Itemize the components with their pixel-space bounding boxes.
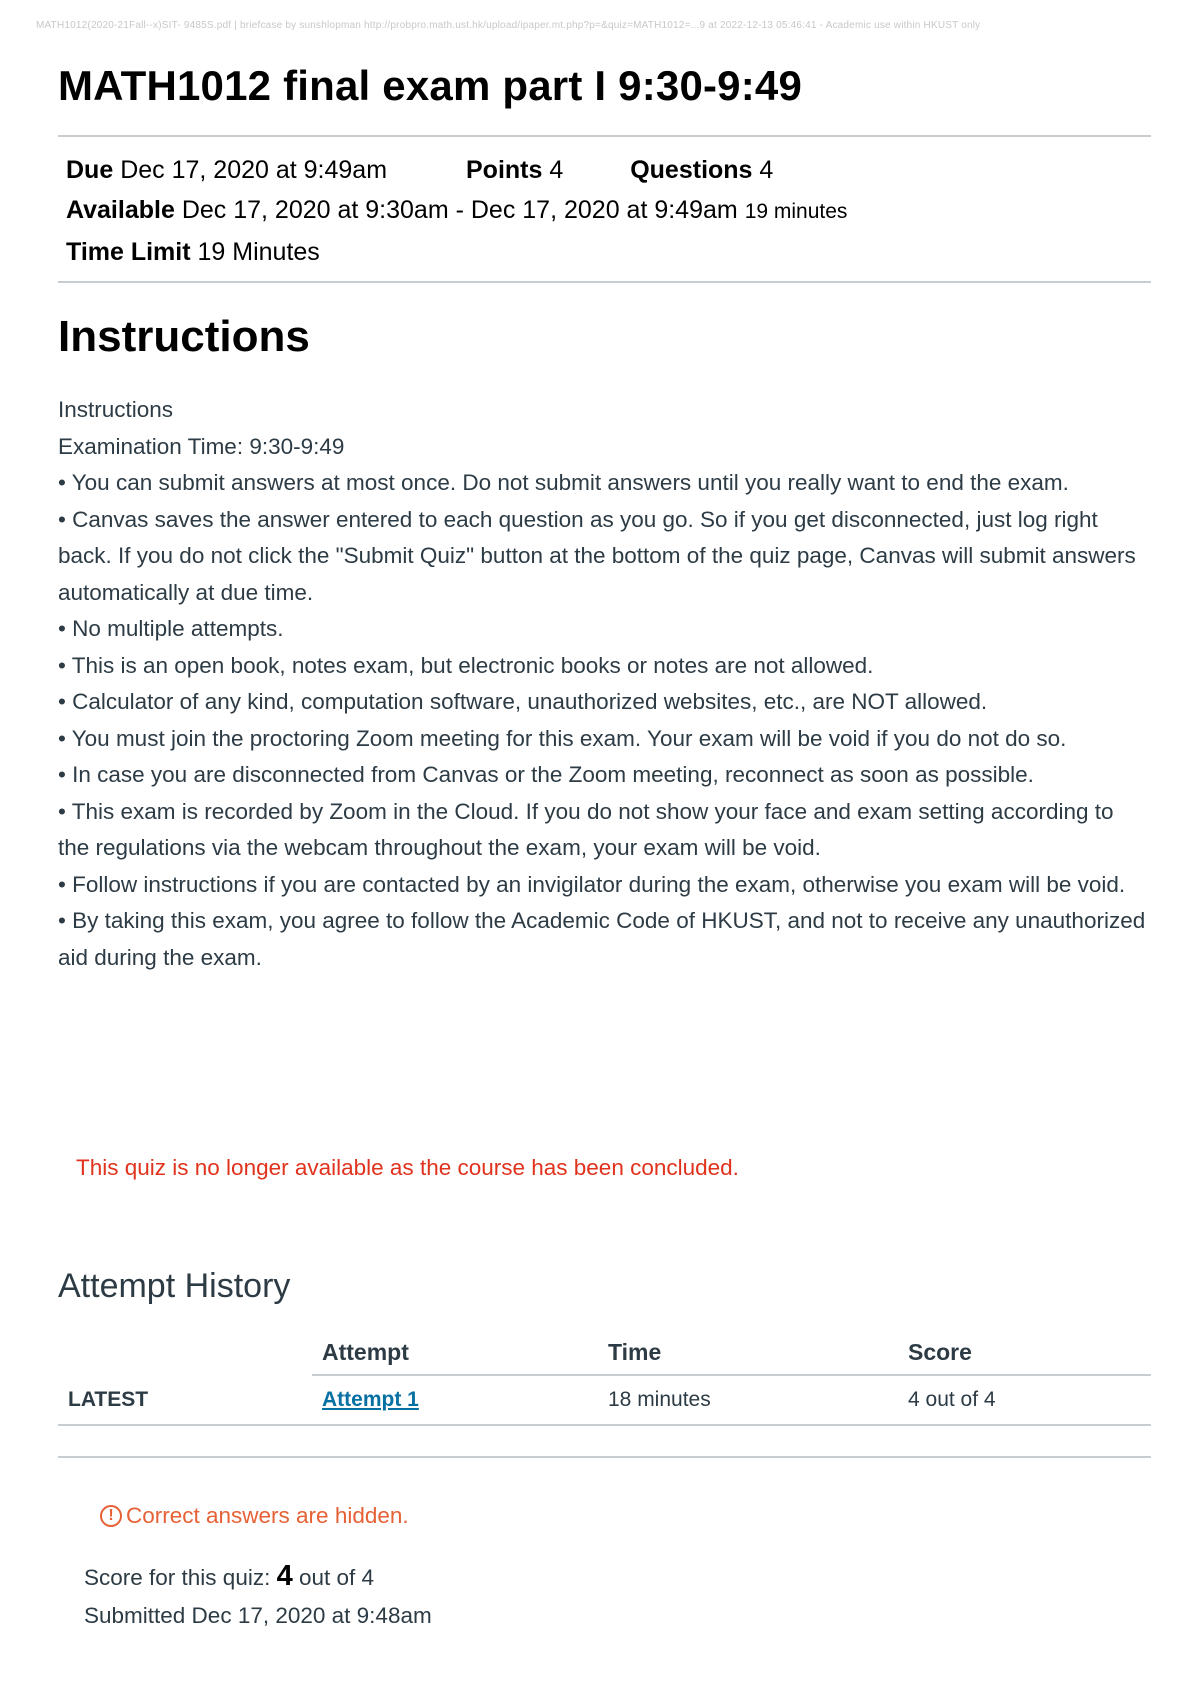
watermark-text: MATH1012(2020-21Fall--x)SIT- 9485S.pdf | briefcase by sunshlopman http://probpro.math.ust.hk/upload/ipaper.mt.php?p=&quiz=MATH1012=...9 at 2022-12-13 05:46:41 - Academic use within HKUST only: [36, 20, 981, 31]
score-line: [84, 1557, 432, 1597]
page-title: MATH1012 final exam part I 9:30-9:49: [58, 62, 803, 109]
table-row: [58, 1375, 1151, 1425]
quiz-details: [66, 150, 847, 272]
divider: [58, 281, 1151, 283]
attempt-score: 4 out of 4: [898, 1375, 1151, 1425]
instruction-line: • By taking this exam, you agree to follow the Academic Code of HKUST, and not to receive any unauthorized aid during the exam.: [58, 908, 1146, 970]
instruction-line: • Follow instructions if you are contacted by an invigilator during the exam, otherwise you exam will be void.: [58, 871, 1126, 897]
details-row-due: [66, 150, 847, 190]
attempt-time: 18 minutes: [598, 1375, 898, 1425]
divider: [58, 1456, 1151, 1458]
attempt-link[interactable]: Attempt 1: [322, 1388, 419, 1411]
instruction-line: • This is an open book, notes exam, but electronic books or notes are not allowed.: [58, 652, 874, 678]
time-limit-value: 19 Minutes: [197, 238, 320, 266]
instruction-line: Instructions: [58, 397, 174, 422]
course-concluded-notice: This quiz is no longer available as the course has been concluded.: [76, 1155, 739, 1180]
attempt-cell: [312, 1375, 598, 1425]
submitted-line: Submitted Dec 17, 2020 at 9:48am: [84, 1603, 432, 1628]
score-label: Score for this quiz:: [84, 1565, 277, 1590]
table-header-row: [58, 1330, 1151, 1375]
due-value: Dec 17, 2020 at 9:49am: [120, 156, 388, 184]
divider: [58, 135, 1151, 137]
answers-hidden-text: Correct answers are hidden.: [126, 1503, 409, 1528]
instruction-line: • No multiple attempts.: [58, 616, 284, 641]
points-label: Points: [466, 156, 543, 184]
attempt-history-heading: Attempt History: [58, 1267, 291, 1305]
details-row-available: [66, 190, 847, 232]
column-header-time: Time: [598, 1330, 898, 1375]
answers-hidden-note: [100, 1503, 409, 1529]
available-value: Dec 17, 2020 at 9:30am - Dec 17, 2020 at 9:49am: [181, 196, 738, 224]
instruction-line: • Calculator of any kind, computation software, unauthorized websites, etc., are NOT allowed.: [58, 689, 988, 714]
points-value: 4: [549, 156, 564, 184]
instruction-line: Examination Time: 9:30-9:49: [58, 433, 345, 459]
column-header-attempt: Attempt: [312, 1330, 598, 1375]
instruction-line: • This exam is recorded by Zoom in the Cloud. If you do not show your face and exam setting according to the regulations via the webcam throughout the exam, your exam will be void.: [58, 798, 1114, 860]
available-duration: 19 minutes: [744, 200, 848, 223]
due-label: Due: [66, 156, 114, 184]
score-value: 4: [276, 1560, 293, 1592]
questions-label: Questions: [630, 156, 753, 184]
instructions-heading: Instructions: [58, 312, 310, 361]
available-label: Available: [66, 196, 175, 224]
attempt-history-table: [58, 1330, 1151, 1426]
instruction-line: • You can submit answers at most once. Do not submit answers until you really want to end the exam.: [58, 470, 1069, 495]
warning-icon: !: [100, 1505, 122, 1527]
quiz-score-summary: [84, 1557, 432, 1635]
column-header-status: [58, 1330, 312, 1375]
score-suffix: out of 4: [292, 1565, 375, 1590]
questions-value: 4: [759, 156, 774, 184]
instruction-line: • You must join the proctoring Zoom meeting for this exam. Your exam will be void if you do not do so.: [58, 725, 1067, 751]
attempt-status: LATEST: [58, 1375, 312, 1425]
column-header-score: Score: [898, 1330, 1151, 1375]
details-row-time-limit: [66, 232, 847, 272]
instruction-line: • Canvas saves the answer entered to each question as you go. So if you get disconnected, just log right back. If you do not click the "Submit Quiz" button at the bottom of the quiz page, Canvas will submit answers automatically at due time.: [58, 506, 1136, 605]
instruction-line: • In case you are disconnected from Canvas or the Zoom meeting, reconnect as soon as possible.: [58, 762, 1034, 787]
time-limit-label: Time Limit: [66, 238, 191, 266]
instructions-body: [58, 392, 1148, 976]
